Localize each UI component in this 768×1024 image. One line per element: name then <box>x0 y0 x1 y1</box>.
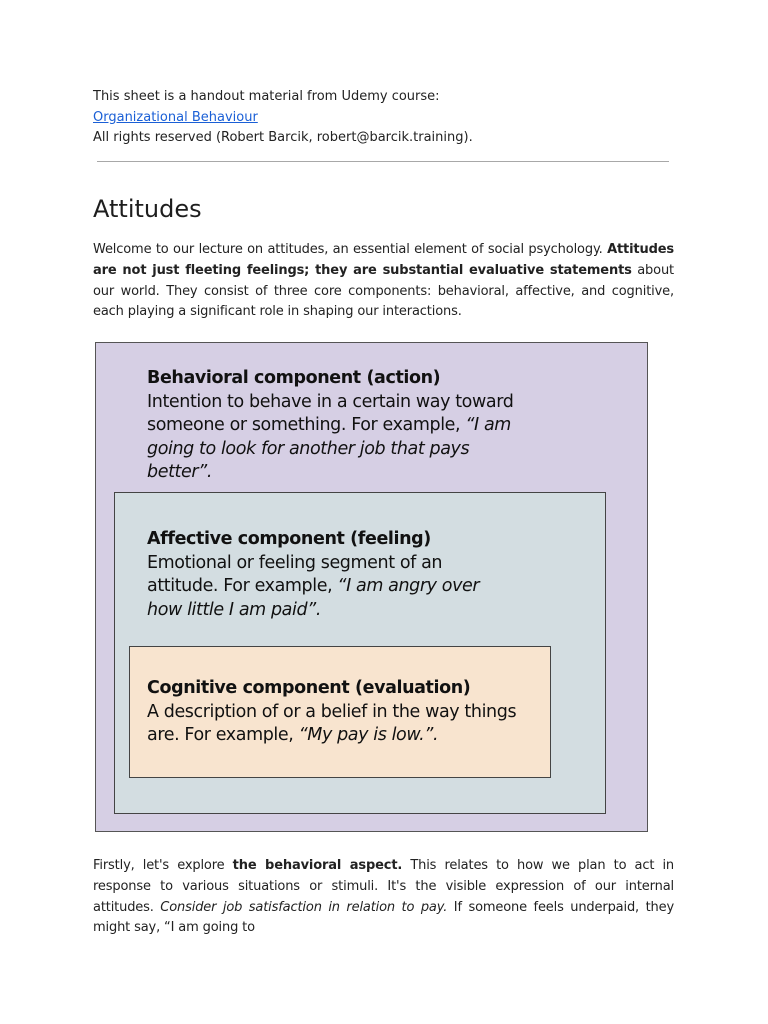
behavioral-paragraph <box>93 856 674 939</box>
intro-bold: Attitudes are not just fleeting feelings; they are substantial evaluative statements <box>93 242 674 278</box>
behavioral-example: “I am going to look for another job that pays better”. <box>147 415 511 482</box>
cognitive-component <box>147 677 527 748</box>
divider <box>97 161 669 162</box>
handout-notice <box>93 87 473 149</box>
page-title: Attitudes <box>93 195 202 223</box>
cognitive-example: “My pay is low.”. <box>298 725 439 745</box>
intro-paragraph <box>93 240 674 323</box>
para2-bold: the behavioral aspect. <box>232 858 403 873</box>
affective-heading: Affective component (feeling) <box>147 529 431 549</box>
cognitive-heading: Cognitive component (evaluation) <box>147 678 471 698</box>
notice-text: This sheet is a handout material from Udemy course: <box>93 89 440 104</box>
para2-text-2: This relates to how we plan to act in response to various situations or stimuli. It's the visible expression of our internal attitudes. <box>93 858 674 915</box>
course-link[interactable]: Organizational Behaviour <box>93 109 258 125</box>
affective-example: “I am angry over how little I am paid”. <box>147 576 480 620</box>
para2-text-1: Firstly, let's explore <box>93 858 233 873</box>
affective-component <box>147 528 507 622</box>
cognitive-text: A description of or a belief in the way things are. For example, “My pay is low.”. <box>147 701 517 745</box>
cognitive-box <box>129 646 551 778</box>
attitude-components-figure <box>95 342 648 832</box>
para2-text-3: If someone feels underpaid, they might say, “I am going to <box>93 899 674 936</box>
affective-text: Emotional or feeling segment of an attitude. For example, “I am angry over how little I am paid”. <box>147 552 480 620</box>
behavioral-heading: Behavioral component (action) <box>147 368 441 388</box>
para2-italic: Consider job satisfaction in relation to pay. <box>160 899 448 915</box>
intro-text-1: Welcome to our lecture on attitudes, an essential element of social psychology. <box>93 242 608 257</box>
affective-box <box>114 492 606 814</box>
behavioral-component <box>147 367 527 485</box>
rights-text: All rights reserved (Robert Barcik, robert@barcik.training). <box>93 130 473 145</box>
behavioral-text: Intention to behave in a certain way toward someone or something. For example, “I am going to look for another job that pays better”. <box>147 391 514 482</box>
intro-text-2: about our world. They consist of three core components: behavioral, affective, and cognitive, each playing a significant role in shaping our interactions. <box>93 262 674 320</box>
